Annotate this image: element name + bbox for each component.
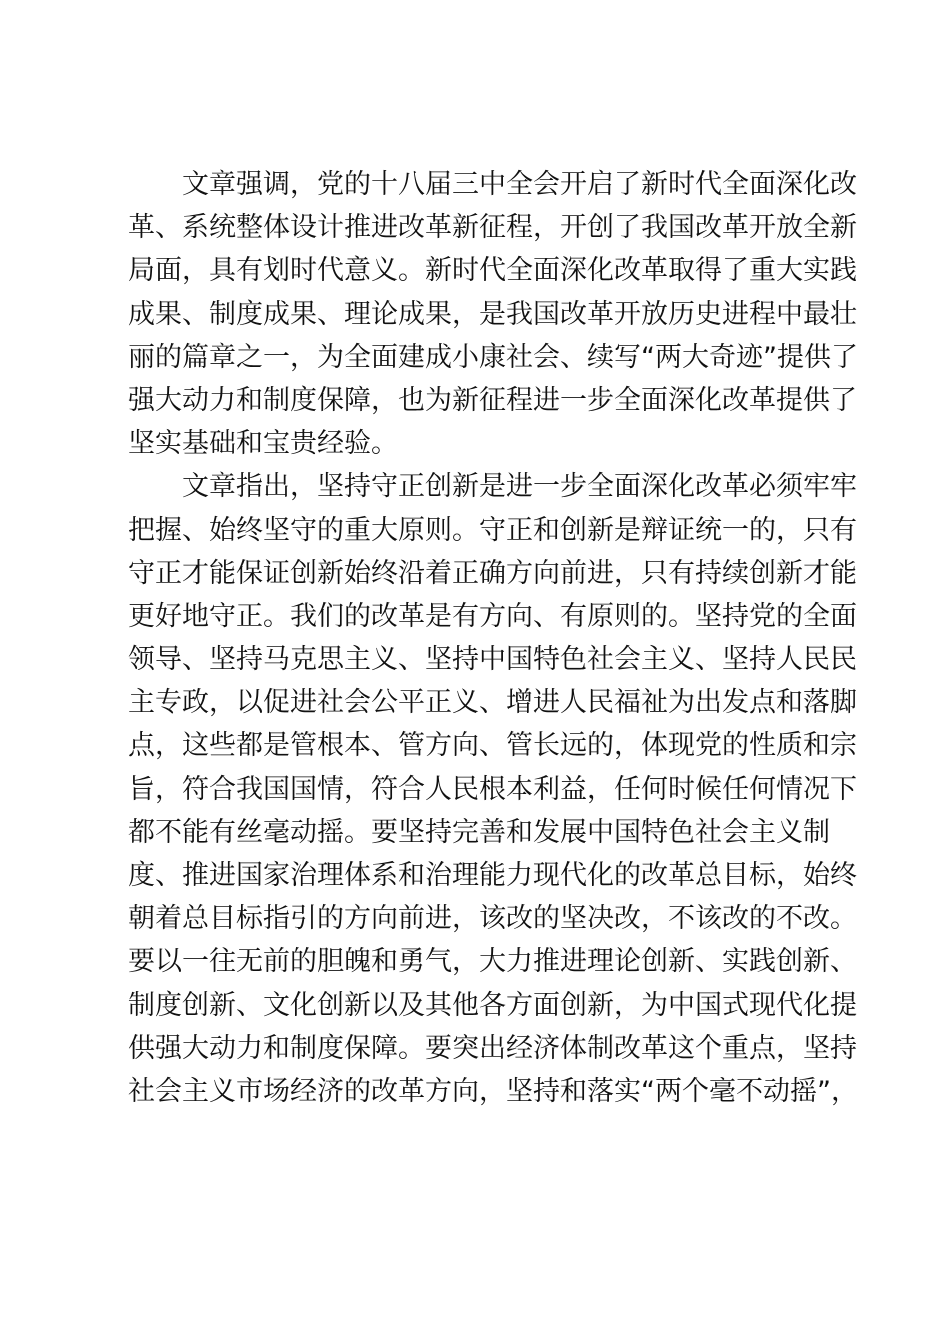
- text-line: 把握、始终坚守的重大原则。守正和创新是辩证统一的，只有: [128, 514, 857, 546]
- text-line: 领导、坚持马克思主义、坚持中国特色社会主义、坚持人民民: [128, 644, 857, 676]
- text-line: 文章强调，党的十八届三中全会开启了新时代全面深化改: [182, 169, 857, 200]
- text-line: 强大动力和制度保障，也为新征程进一步全面深化改革提供了: [128, 384, 857, 416]
- text-line: 文章指出，坚持守正创新是进一步全面深化改革必须牢牢: [182, 471, 857, 503]
- text-line: 主专政，以促进社会公平正义、增进人民福祉为出发点和落脚: [128, 687, 857, 719]
- text-line: 局面，具有划时代意义。新时代全面深化改革取得了重大实践: [128, 255, 857, 287]
- text-line: 供强大动力和制度保障。要突出经济体制改革这个重点，坚持: [128, 1032, 857, 1064]
- text-line: 都不能有丝毫动摇。要坚持完善和发展中国特色社会主义制: [128, 816, 830, 848]
- text-line: 守正才能保证创新始终沿着正确方向前进，只有持续创新才能: [128, 557, 857, 589]
- text-line: 坚实基础和宝贵经验。: [128, 428, 398, 460]
- text-line: 点，这些都是管根本、管方向、管长远的，体现党的性质和宗: [128, 730, 857, 762]
- text-line: 革、系统整体设计推进改革新征程，开创了我国改革开放全新: [128, 212, 857, 244]
- text-line: 旨，符合我国国情，符合人民根本利益，任何时候任何情况下: [128, 773, 857, 805]
- paragraph-1: [128, 163, 858, 465]
- text-line: 制度创新、文化创新以及其他各方面创新，为中国式现代化提: [128, 989, 857, 1021]
- text-line: 要以一往无前的胆魄和勇气，大力推进理论创新、实践创新、: [128, 946, 857, 978]
- text-line: 度、推进国家治理体系和治理能力现代化的改革总目标，始终: [128, 860, 857, 891]
- text-line: 朝着总目标指引的方向前进，该改的坚决改，不该改的不改。: [128, 903, 857, 935]
- text-line: 更好地守正。我们的改革是有方向、有原则的。坚持党的全面: [128, 600, 857, 632]
- text-line: 成果、制度成果、理论成果，是我国改革开放历史进程中最壮: [128, 298, 857, 330]
- text-line: 社会主义市场经济的改革方向，坚持和落实“两个毫不动摇”，: [128, 1075, 858, 1107]
- document-body: [128, 163, 858, 1113]
- paragraph-2: [128, 465, 858, 1113]
- text-line: 丽的篇章之一，为全面建成小康社会、续写“两大奇迹”提供了: [128, 341, 858, 373]
